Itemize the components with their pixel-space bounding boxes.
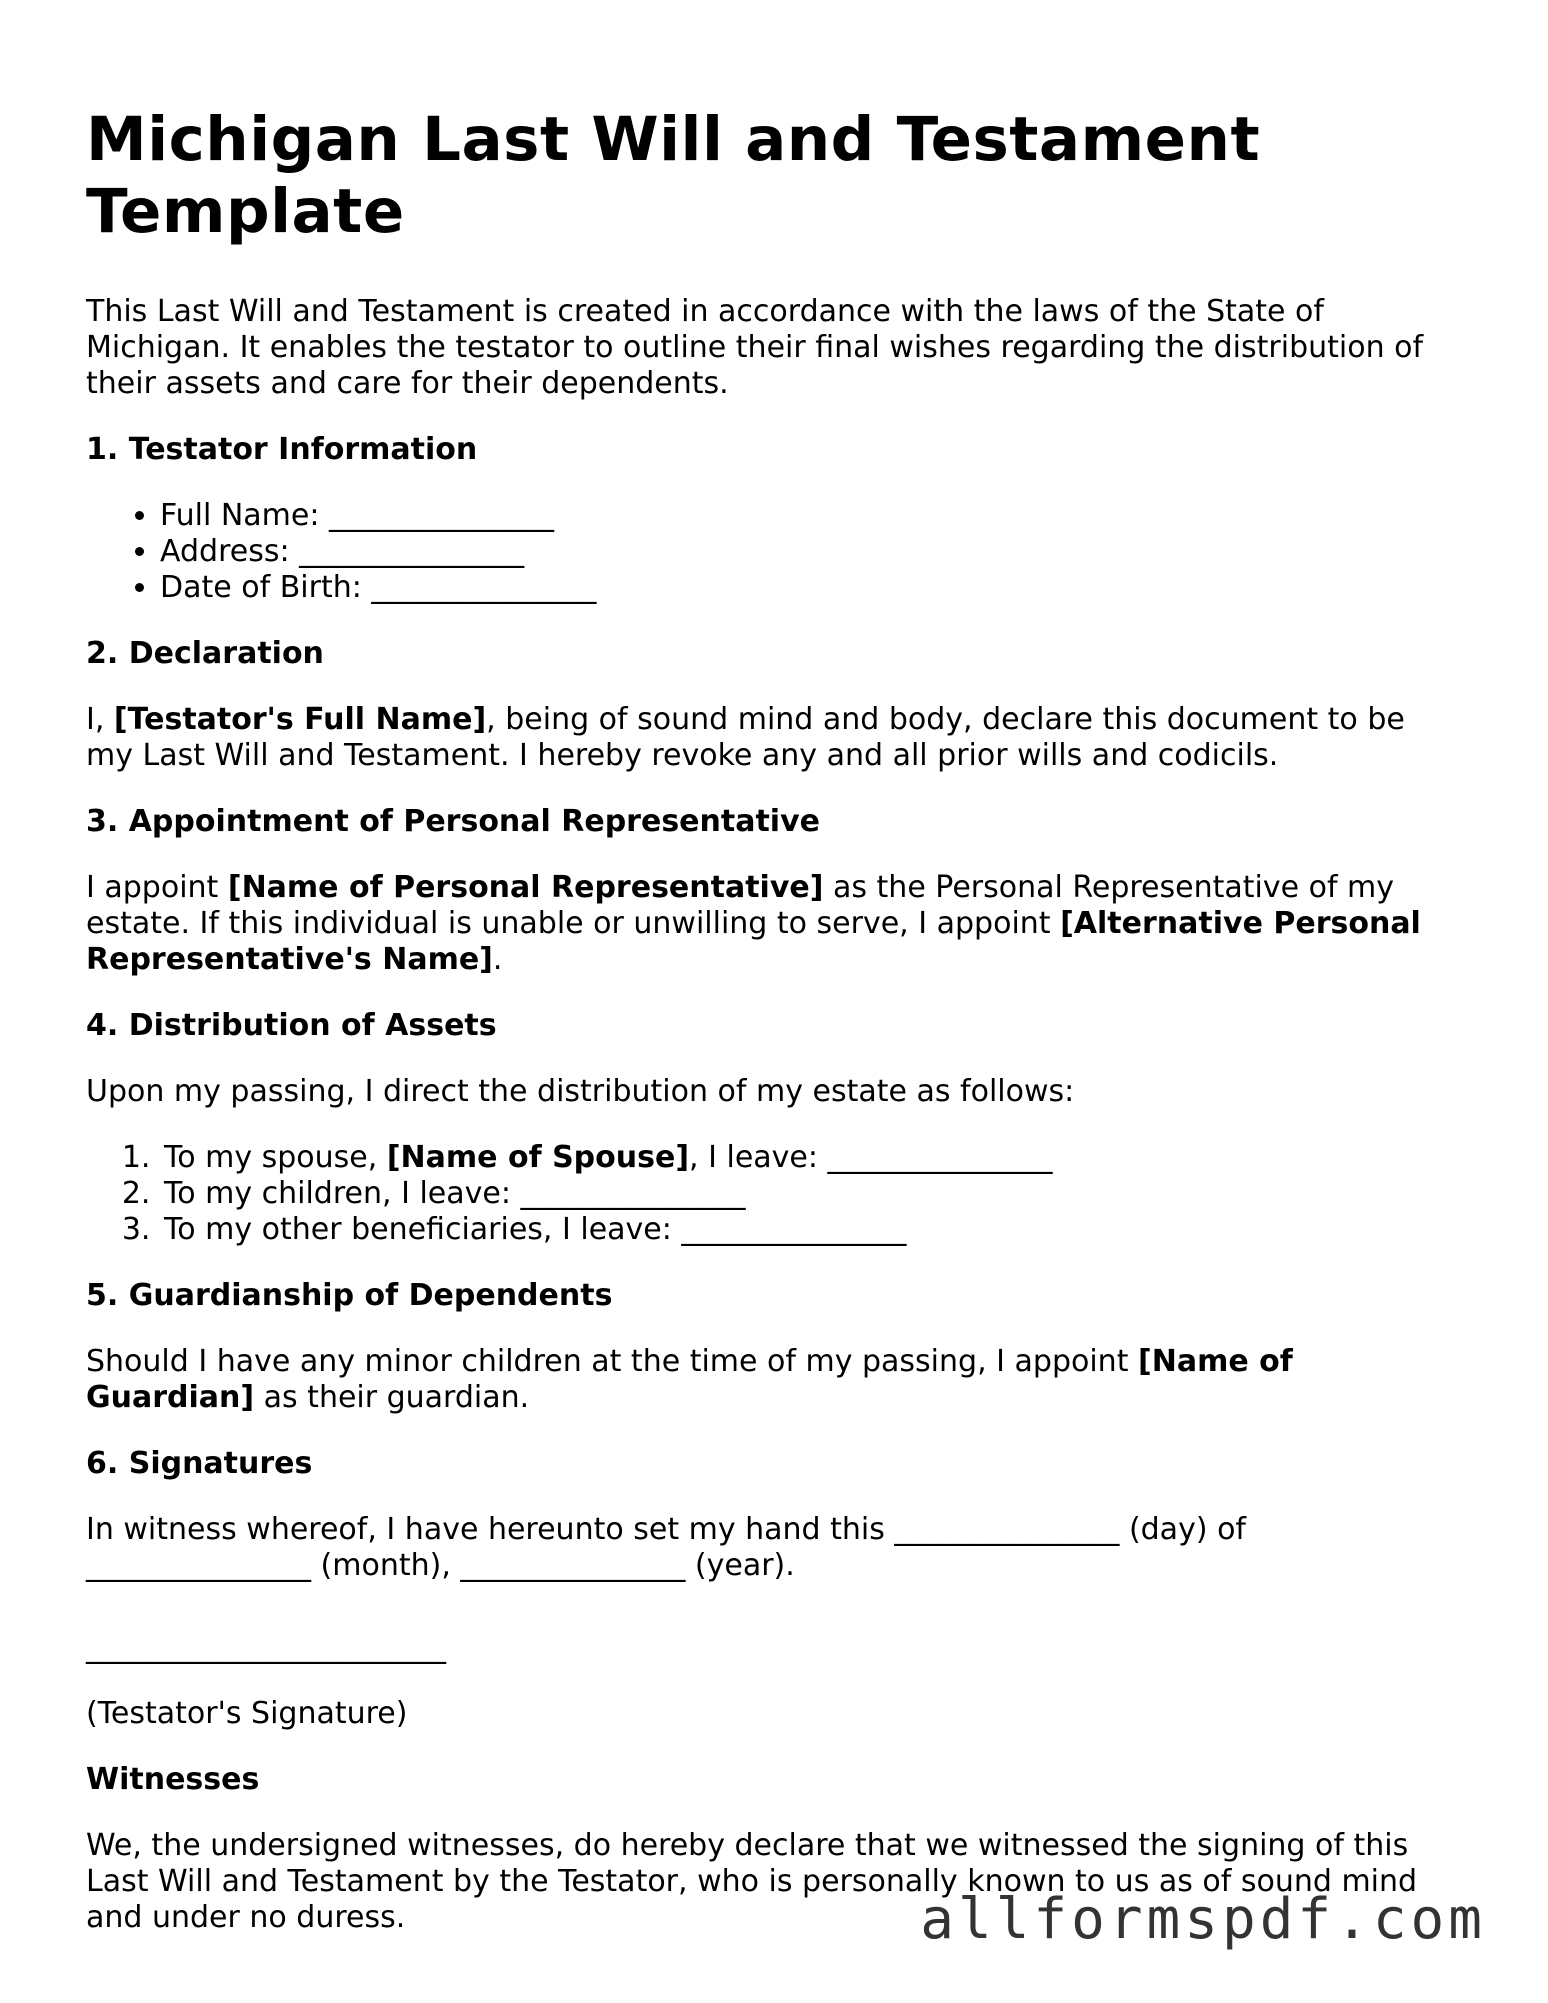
declaration-paragraph <box>86 702 1446 774</box>
guardianship-paragraph <box>86 1344 1446 1416</box>
signature-label: (Testator's Signature) <box>86 1696 408 1731</box>
section-heading-guardianship: 5. Guardianship of Dependents <box>86 1278 613 1313</box>
document-title: Michigan Last Will and Testament Template <box>86 104 1261 247</box>
list-item: • Full Name: _______________ <box>160 498 1446 534</box>
witnesses-paragraph: We, the undersigned witnesses, do hereby declare that we witnessed the signing of this Last Will and Testament by the Testator, who is personally known to us as of sound mind and under no duress. <box>86 1828 1418 1935</box>
assets-list <box>86 1140 1446 1248</box>
declaration-pre: I, <box>86 702 114 737</box>
representative-mid: as the Personal Representative of my estate. If this individual is unable or unwilling to serve, I appoint <box>86 870 1395 941</box>
section-heading-signatures: 6. Signatures <box>86 1446 313 1481</box>
representative-post: . <box>492 942 503 977</box>
watermark: allformspdf.com <box>920 1887 1486 1952</box>
list-item: 2. To my children, I leave: _______________ <box>160 1176 1446 1212</box>
spouse-post: , I leave: _______________ <box>689 1140 1053 1175</box>
representative-paragraph <box>86 870 1446 978</box>
list-item: • Address: _______________ <box>160 534 1446 570</box>
section-heading-assets: 4. Distribution of Assets <box>86 1008 497 1043</box>
intro-paragraph: This Last Will and Testament is created in accordance with the laws of the State of Michigan. It enables the testator to outline their final wishes regarding the distribution of their assets and care for their dependents. <box>86 294 1424 401</box>
spouse-pre: To my spouse, <box>164 1140 387 1175</box>
section-heading-testator: 1. Testator Information <box>86 432 478 467</box>
document-page <box>86 104 1446 1936</box>
list-item: 3. To my other beneficiaries, I leave: _______________ <box>160 1212 1446 1248</box>
testator-info-list <box>86 498 1446 606</box>
representative-pre: I appoint <box>86 870 228 905</box>
guardianship-pre: Should I have any minor children at the time of my passing, I appoint <box>86 1344 1138 1379</box>
section-heading-representative: 3. Appointment of Personal Representative <box>86 804 820 839</box>
list-item: • Date of Birth: _______________ <box>160 570 1446 606</box>
representative-name-placeholder: [Name of Personal Representative] <box>227 870 824 905</box>
list-item <box>160 1140 1446 1176</box>
assets-intro: Upon my passing, I direct the distribution of my estate as follows: <box>86 1074 1075 1109</box>
spouse-name-placeholder: [Name of Spouse] <box>386 1140 690 1175</box>
signatures-paragraph: In witness whereof, I have hereunto set my hand this _______________ (day) of _______________ (month), _______________ (year). <box>86 1512 1246 1583</box>
guardian-name-placeholder: [Name of Guardian] <box>86 1344 1293 1415</box>
guardianship-post: as their guardian. <box>254 1380 530 1415</box>
declaration-post: , being of sound mind and body, declare this document to be my Last Will and Testament. I hereby revoke any and all prior wills and codicils. <box>86 702 1405 773</box>
alternative-representative-placeholder: [Alternative Personal Representative's Name] <box>86 906 1421 977</box>
section-heading-witnesses: Witnesses <box>86 1762 260 1797</box>
section-heading-declaration: 2. Declaration <box>86 636 324 671</box>
testator-name-placeholder: [Testator's Full Name] <box>113 702 487 737</box>
signature-line: ________________________ <box>86 1630 446 1665</box>
